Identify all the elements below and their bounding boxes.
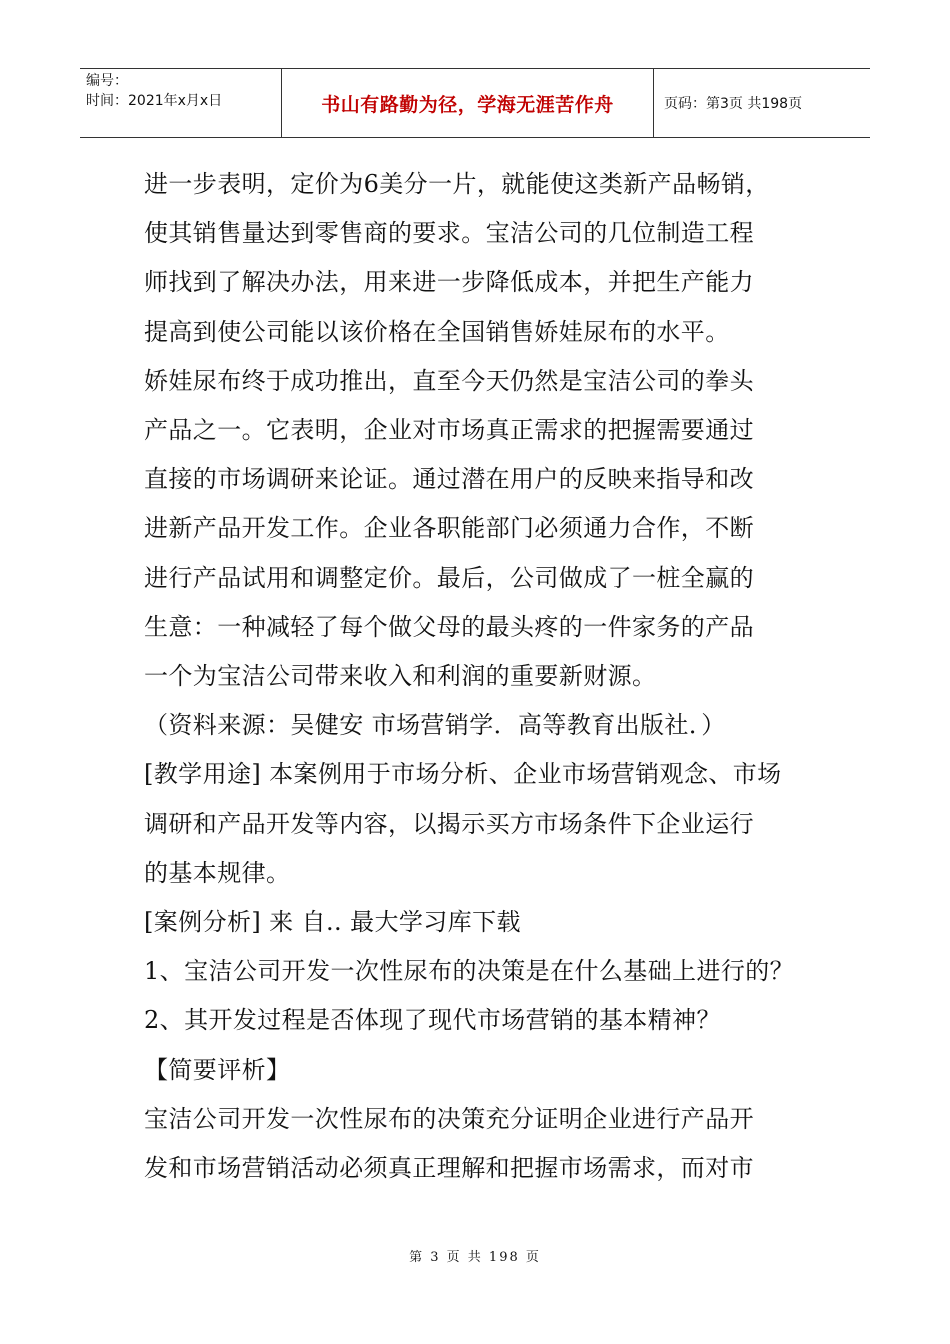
body-line: 直接的市场调研来论证。通过潜在用户的反映来指导和改 <box>144 465 754 494</box>
document-time-label: 时间：2021年x月x日 <box>86 93 223 109</box>
section-heading: 【简要评析】 <box>144 1055 291 1084</box>
document-body <box>144 160 810 1193</box>
document-number-label: 编号： <box>86 73 128 89</box>
page-footer: 第 3 页 共 198 页 <box>409 1250 541 1265</box>
body-line: 娇娃尿布终于成功推出，直至今天仍然是宝洁公司的拳头 <box>144 366 754 395</box>
body-line: 调研和产品开发等内容，以揭示买方市场条件下企业运行 <box>144 809 754 838</box>
header-page-info: 页码：第3页 共198页 <box>664 96 803 112</box>
body-line: 使其销售量达到零售商的要求。宝洁公司的几位制造工程 <box>144 219 754 248</box>
body-line: 师找到了解决办法，用来进一步降低成本，并把生产能力 <box>144 268 754 297</box>
body-line: 发和市场营销活动必须真正理解和把握市场需求，而对市 <box>144 1154 754 1183</box>
body-line: 进一步表明，定价为6美分一片，就能使这类新产品畅销， <box>144 170 770 198</box>
body-line: 进行产品试用和调整定价。最后，公司做成了一桩全赢的 <box>144 563 754 592</box>
question-item: 1、宝洁公司开发一次性尿布的决策是在什么基础上进行的？ <box>144 957 795 986</box>
source-citation: （资料来源：吴健安 市场营销学．高等教育出版社．） <box>144 711 726 740</box>
body-line: 进新产品开发工作。企业各职能部门必须通力合作，不断 <box>144 514 754 543</box>
header-motto: 书山有路勤为径，学海无涯苦作舟 <box>282 69 654 137</box>
body-line: 宝洁公司开发一次性尿布的决策充分证明企业进行产品开 <box>144 1104 754 1133</box>
body-line: 提高到使公司能以该价格在全国销售娇娃尿布的水平。 <box>144 317 730 346</box>
header-meta <box>80 69 282 137</box>
page-header <box>80 68 870 138</box>
body-line: 产品之一。它表明，企业对市场真正需求的把握需要通过 <box>144 416 754 445</box>
body-line: 的基本规律。 <box>144 858 291 887</box>
section-heading: [案例分析] 来 自.. 最大学习库下载 <box>144 908 521 937</box>
question-item: 2、其开发过程是否体现了现代市场营销的基本精神？ <box>144 1006 721 1035</box>
body-line: [教学用途] 本案例用于市场分析、企业市场营销观念、市场 <box>144 760 782 789</box>
body-line: 一个为宝洁公司带来收入和利润的重要新财源。 <box>144 662 657 691</box>
body-line: 生意：一种减轻了每个做父母的最头疼的一件家务的产品 <box>144 612 754 641</box>
